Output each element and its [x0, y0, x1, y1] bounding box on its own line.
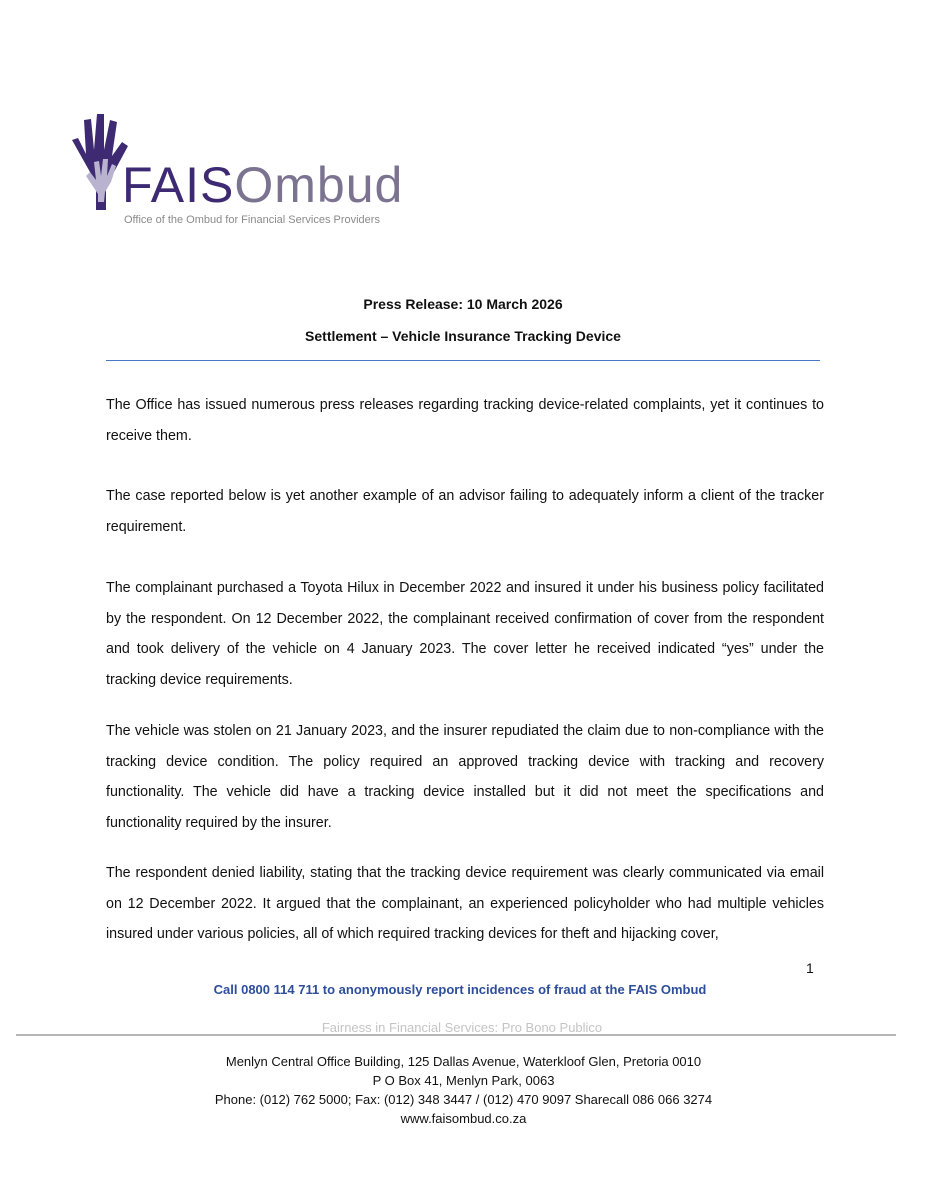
- logo-fais-text: FAIS: [122, 157, 235, 213]
- phone-line: Phone: (012) 762 5000; Fax: (012) 348 3447 / (012) 470 9097 Sharecall 086 066 3274: [214, 1092, 713, 1107]
- logo-ombud-text: Ombud: [234, 157, 404, 213]
- paragraph-3: The complainant purchased a Toyota Hilux in December 2022 and insured it under his business policy facilitated by the respondent. On 12 December 2022, the complainant received confirmation of cover from the respondent and took delivery of the vehicle on 4 January 2023. The cover letter he received indicated “yes” under the tracking device requirements.: [106, 580, 824, 688]
- fraud-hotline-line: Call 0800 114 711 to anonymously report incidences of fraud at the FAIS Ombud: [213, 982, 707, 997]
- paragraph-5: The respondent denied liability, stating that the tracking device requirement was clearly communicated via email on 12 December 2022. It argued that the complainant, an experienced policyholder who had multiple vehicles insured under various policies, all of which required tracking devices for theft and hijacking cover,: [106, 865, 824, 942]
- press-release-title: Settlement – Vehicle Insurance Tracking Device: [305, 328, 621, 344]
- logo-tagline: Office of the Ombud for Financial Services Providers: [124, 214, 380, 226]
- footer-address: [0, 1052, 927, 1128]
- press-release-date: Press Release: 10 March 2026: [363, 296, 563, 312]
- footer-tagline: Fairness in Financial Services: Pro Bono Publico: [321, 1020, 603, 1035]
- fais-ombud-logo: [60, 110, 420, 230]
- paragraph-2: The case reported below is yet another example of an advisor failing to adequately inform a client of the tracker requirement.: [106, 488, 824, 535]
- paragraph-4: The vehicle was stolen on 21 January 2023, and the insurer repudiated the claim due to non-compliance with the tracking device condition. The policy required an approved tracking device with tracking and recovery functionality. The vehicle did have a tracking device installed but it did not meet the specifications and functionality required by the insurer.: [106, 723, 824, 831]
- website-link[interactable]: www.faisombud.co.za: [400, 1111, 527, 1126]
- page-number: 1: [806, 960, 814, 976]
- address-line: Menlyn Central Office Building, 125 Dallas Avenue, Waterkloof Glen, Pretoria 0010: [225, 1054, 702, 1069]
- paragraph-1: The Office has issued numerous press releases regarding tracking device-related complaints, yet it continues to receive them.: [106, 397, 824, 444]
- postal-address-line: P O Box 41, Menlyn Park, 0063: [372, 1073, 555, 1088]
- logo-wordmark: [122, 157, 404, 213]
- header-divider: [106, 360, 820, 361]
- footer-divider: [16, 1034, 896, 1036]
